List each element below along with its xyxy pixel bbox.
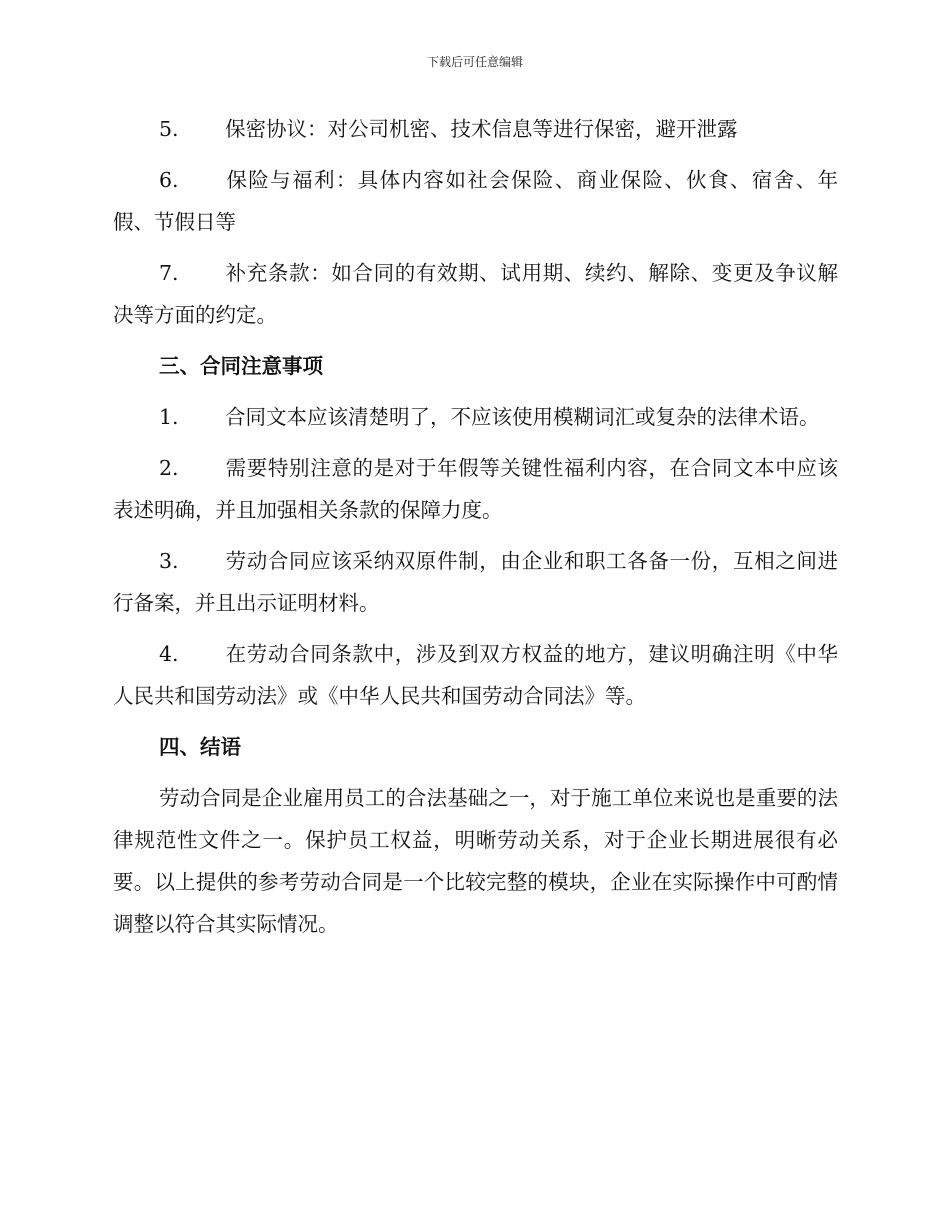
conclusion-paragraph: 劳动合同是企业雇用员工的合法基础之一，对于施工单位来说也是重要的法律规范性文件之一。保护员工权益，明晰劳动关系，对于企业长期进展很有必要。以上提供的参考劳动合同是一个比较完整的模块，企业在实际操作中可酌情调整以符合其实际情况。 [113, 786, 838, 936]
document-body [113, 108, 838, 954]
precaution-item-4 [113, 633, 838, 717]
list-item-text: 需要特别注意的是对于年假等关键性福利内容，在合同文本中应该表述明确，并且加强相关条款的保障力度。 [113, 456, 838, 522]
list-item-text: 合同文本应该清楚明了，不应该使用模糊词汇或复杂的法律术语。 [225, 405, 820, 429]
list-item-6 [113, 159, 838, 243]
precaution-item-3 [113, 540, 838, 624]
list-item-number: 3. [159, 549, 179, 573]
list-item-5 [113, 108, 838, 150]
precaution-item-2 [113, 447, 838, 531]
list-item-number: 4. [159, 642, 179, 666]
page-header: 下载后可任意编辑 [426, 55, 523, 69]
list-item-number: 5. [159, 117, 179, 141]
precaution-item-1 [113, 396, 838, 438]
list-item-text: 保险与福利：具体内容如社会保险、商业保险、伙食、宿舍、年假、节假日等 [113, 168, 838, 234]
list-item-text: 保密协议：对公司机密、技术信息等进行保密，避开泄露 [225, 117, 738, 141]
list-item-text: 劳动合同应该采纳双原件制，由企业和职工各备一份，互相之间进行备案，并且出示证明材料。 [113, 549, 838, 615]
section-heading-conclusion: 四、结语 [159, 735, 241, 759]
list-item-number: 6. [159, 168, 179, 192]
section-heading-precautions: 三、合同注意事项 [159, 354, 323, 378]
list-item-number: 7. [159, 261, 179, 285]
list-item-7 [113, 252, 838, 336]
list-item-text: 补充条款：如合同的有效期、试用期、续约、解除、变更及争议解决等方面的约定。 [113, 261, 838, 327]
list-item-number: 2. [159, 456, 179, 480]
list-item-text: 在劳动合同条款中，涉及到双方权益的地方，建议明确注明《中华人民共和国劳动法》或《中华人民共和国劳动合同法》等。 [113, 642, 838, 708]
list-item-number: 1. [159, 405, 179, 429]
